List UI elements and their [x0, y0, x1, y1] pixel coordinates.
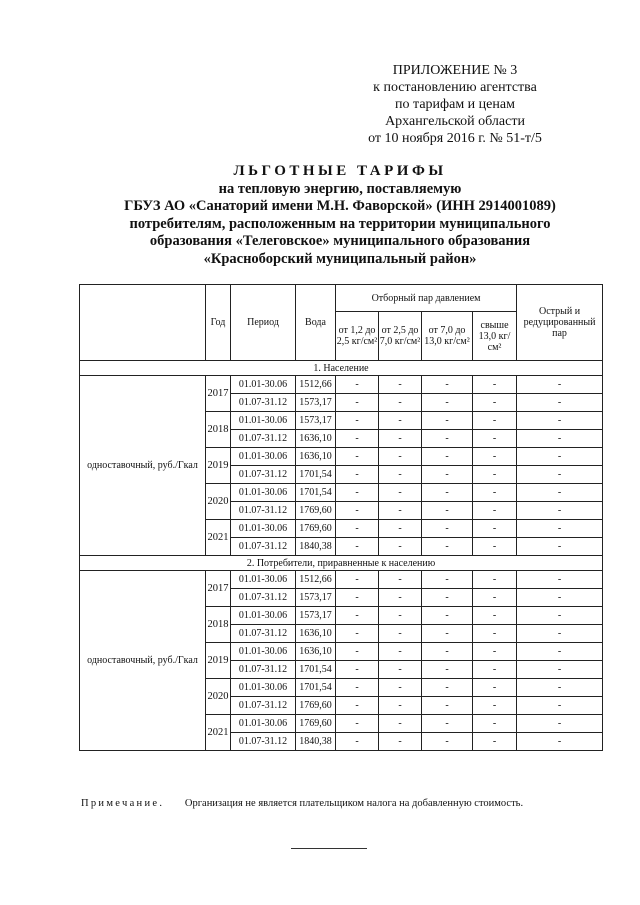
- water-tariff-cell: 1701,54: [296, 679, 336, 697]
- section-title: 2. Потребители, приравненные к населению: [80, 556, 603, 571]
- empty-tariff-cell: -: [379, 430, 422, 448]
- empty-tariff-cell: -: [379, 715, 422, 733]
- year-cell: 2019: [206, 448, 231, 484]
- empty-tariff-cell: -: [422, 679, 473, 697]
- appendix-block: [330, 62, 580, 147]
- period-cell: 01.07-31.12: [231, 733, 296, 751]
- period-cell: 01.01-30.06: [231, 607, 296, 625]
- empty-tariff-cell: -: [379, 643, 422, 661]
- period-cell: 01.01-30.06: [231, 376, 296, 394]
- period-cell: 01.01-30.06: [231, 484, 296, 502]
- period-cell: 01.07-31.12: [231, 502, 296, 520]
- empty-tariff-cell: -: [379, 589, 422, 607]
- empty-tariff-cell: -: [473, 538, 517, 556]
- heading-line: потребителям, расположенным на территории муниципального: [129, 215, 551, 232]
- empty-tariff-cell: -: [473, 484, 517, 502]
- water-tariff-cell: 1769,60: [296, 502, 336, 520]
- empty-tariff-cell: -: [336, 571, 379, 589]
- water-tariff-cell: 1512,66: [296, 571, 336, 589]
- water-tariff-cell: 1573,17: [296, 589, 336, 607]
- empty-tariff-cell: -: [473, 697, 517, 715]
- empty-tariff-cell: -: [336, 430, 379, 448]
- note-text: Организация не является плательщиком налога на добавленную стоимость.: [184, 798, 524, 809]
- empty-tariff-cell: -: [422, 733, 473, 751]
- water-tariff-cell: 1512,66: [296, 376, 336, 394]
- empty-tariff-cell: -: [379, 448, 422, 466]
- empty-tariff-cell: -: [517, 448, 603, 466]
- empty-tariff-cell: -: [517, 607, 603, 625]
- empty-tariff-cell: -: [336, 394, 379, 412]
- empty-tariff-cell: -: [473, 679, 517, 697]
- empty-tariff-cell: -: [336, 679, 379, 697]
- appendix-line: Архангельской области: [385, 114, 525, 129]
- empty-tariff-cell: -: [473, 589, 517, 607]
- empty-tariff-cell: -: [336, 376, 379, 394]
- year-cell: 2020: [206, 679, 231, 715]
- year-cell: 2017: [206, 376, 231, 412]
- note-label: Примечание.: [81, 798, 165, 809]
- empty-tariff-cell: -: [422, 520, 473, 538]
- consumer-label: одноставочный, руб./Гкал: [80, 571, 206, 751]
- empty-tariff-cell: -: [379, 412, 422, 430]
- empty-tariff-cell: -: [517, 679, 603, 697]
- header-steam-group: Отборный пар давлением: [336, 285, 517, 312]
- heading-line: образования «Телеговское» муниципального образования: [149, 233, 531, 249]
- appendix-line: по тарифам и ценам: [395, 97, 515, 112]
- year-cell: 2021: [206, 715, 231, 751]
- empty-tariff-cell: -: [336, 502, 379, 520]
- header-pressure-3: от 7,0 до 13,0 кг/см²: [422, 312, 473, 361]
- water-tariff-cell: 1701,54: [296, 661, 336, 679]
- section-row: [80, 556, 603, 571]
- header-year: Год: [206, 285, 231, 361]
- empty-tariff-cell: -: [422, 466, 473, 484]
- period-cell: 01.01-30.06: [231, 715, 296, 733]
- empty-tariff-cell: -: [473, 412, 517, 430]
- empty-tariff-cell: -: [517, 697, 603, 715]
- empty-tariff-cell: -: [517, 589, 603, 607]
- water-tariff-cell: 1701,54: [296, 466, 336, 484]
- period-cell: 01.07-31.12: [231, 430, 296, 448]
- empty-tariff-cell: -: [517, 394, 603, 412]
- document-heading: [60, 163, 620, 268]
- period-cell: 01.07-31.12: [231, 697, 296, 715]
- empty-tariff-cell: -: [517, 625, 603, 643]
- empty-tariff-cell: -: [379, 376, 422, 394]
- empty-tariff-cell: -: [379, 538, 422, 556]
- empty-tariff-cell: -: [422, 607, 473, 625]
- year-cell: 2017: [206, 571, 231, 607]
- empty-tariff-cell: -: [379, 625, 422, 643]
- heading-line: на тепловую энергию, поставляемую: [218, 180, 462, 197]
- empty-tariff-cell: -: [517, 715, 603, 733]
- period-cell: 01.07-31.12: [231, 661, 296, 679]
- appendix-date: от 10 ноября 2016 г. № 51-т/5: [368, 131, 542, 146]
- empty-tariff-cell: -: [473, 733, 517, 751]
- water-tariff-cell: 1636,10: [296, 430, 336, 448]
- empty-tariff-cell: -: [336, 448, 379, 466]
- empty-tariff-cell: -: [517, 520, 603, 538]
- year-cell: 2018: [206, 412, 231, 448]
- empty-tariff-cell: -: [422, 448, 473, 466]
- year-cell: 2020: [206, 484, 231, 520]
- header-pressure-2: от 2,5 до 7,0 кг/см²: [379, 312, 422, 361]
- appendix-number: ПРИЛОЖЕНИЕ № 3: [392, 63, 518, 78]
- empty-tariff-cell: -: [473, 661, 517, 679]
- heading-line: «Красноборский муниципальный район»: [203, 250, 477, 267]
- period-cell: 01.07-31.12: [231, 589, 296, 607]
- empty-tariff-cell: -: [473, 607, 517, 625]
- period-cell: 01.01-30.06: [231, 448, 296, 466]
- empty-tariff-cell: -: [336, 412, 379, 430]
- water-tariff-cell: 1636,10: [296, 643, 336, 661]
- empty-tariff-cell: -: [336, 733, 379, 751]
- table-row: [80, 571, 603, 589]
- divider-line: [291, 848, 367, 849]
- period-cell: 01.07-31.12: [231, 625, 296, 643]
- header-period: Период: [231, 285, 296, 361]
- empty-tariff-cell: -: [379, 733, 422, 751]
- empty-tariff-cell: -: [517, 412, 603, 430]
- header-pressure-1: от 1,2 до 2,5 кг/см²: [336, 312, 379, 361]
- empty-tariff-cell: -: [379, 502, 422, 520]
- empty-tariff-cell: -: [379, 697, 422, 715]
- empty-tariff-cell: -: [336, 520, 379, 538]
- header-water: Вода: [296, 285, 336, 361]
- water-tariff-cell: 1636,10: [296, 625, 336, 643]
- water-tariff-cell: 1769,60: [296, 697, 336, 715]
- section-title: 1. Население: [80, 361, 603, 376]
- period-cell: 01.07-31.12: [231, 538, 296, 556]
- empty-tariff-cell: -: [517, 430, 603, 448]
- water-tariff-cell: 1840,38: [296, 538, 336, 556]
- empty-tariff-cell: -: [379, 571, 422, 589]
- empty-tariff-cell: -: [473, 466, 517, 484]
- empty-tariff-cell: -: [379, 394, 422, 412]
- empty-tariff-cell: -: [422, 589, 473, 607]
- empty-tariff-cell: -: [517, 661, 603, 679]
- tariff-table: [79, 284, 603, 751]
- period-cell: 01.01-30.06: [231, 412, 296, 430]
- empty-tariff-cell: -: [517, 376, 603, 394]
- empty-tariff-cell: -: [422, 643, 473, 661]
- heading-line: ГБУЗ АО «Санаторий имени М.Н. Фаворской» (ИНН 2914001089): [124, 198, 556, 214]
- period-cell: 01.07-31.12: [231, 394, 296, 412]
- empty-tariff-cell: -: [517, 733, 603, 751]
- water-tariff-cell: 1769,60: [296, 715, 336, 733]
- water-tariff-cell: 1636,10: [296, 448, 336, 466]
- empty-tariff-cell: -: [379, 484, 422, 502]
- empty-tariff-cell: -: [517, 571, 603, 589]
- empty-tariff-cell: -: [336, 643, 379, 661]
- water-tariff-cell: 1769,60: [296, 520, 336, 538]
- empty-tariff-cell: -: [473, 376, 517, 394]
- header-sharp-steam: Острый и редуцированный пар: [517, 285, 603, 361]
- empty-tariff-cell: -: [336, 697, 379, 715]
- year-cell: 2019: [206, 643, 231, 679]
- period-cell: 01.01-30.06: [231, 643, 296, 661]
- empty-tariff-cell: -: [336, 589, 379, 607]
- year-cell: 2018: [206, 607, 231, 643]
- empty-tariff-cell: -: [422, 502, 473, 520]
- header-pressure-4: свыше 13,0 кг/см²: [473, 312, 517, 361]
- section-row: [80, 361, 603, 376]
- year-cell: 2021: [206, 520, 231, 556]
- water-tariff-cell: 1701,54: [296, 484, 336, 502]
- empty-tariff-cell: -: [379, 607, 422, 625]
- empty-tariff-cell: -: [336, 661, 379, 679]
- period-cell: 01.01-30.06: [231, 571, 296, 589]
- empty-tariff-cell: -: [379, 520, 422, 538]
- document-title: ЛЬГОТНЫЕ ТАРИФЫ: [233, 163, 447, 179]
- empty-tariff-cell: -: [422, 430, 473, 448]
- water-tariff-cell: 1573,17: [296, 412, 336, 430]
- empty-tariff-cell: -: [422, 697, 473, 715]
- empty-tariff-cell: -: [517, 484, 603, 502]
- empty-tariff-cell: -: [379, 661, 422, 679]
- table-row: [80, 376, 603, 394]
- empty-tariff-cell: -: [473, 715, 517, 733]
- empty-tariff-cell: -: [379, 679, 422, 697]
- empty-tariff-cell: -: [517, 502, 603, 520]
- water-tariff-cell: 1573,17: [296, 607, 336, 625]
- empty-tariff-cell: -: [422, 715, 473, 733]
- empty-tariff-cell: -: [473, 394, 517, 412]
- empty-tariff-cell: -: [422, 625, 473, 643]
- consumer-label: одноставочный, руб./Гкал: [80, 376, 206, 556]
- period-cell: 01.01-30.06: [231, 520, 296, 538]
- period-cell: 01.01-30.06: [231, 679, 296, 697]
- empty-tariff-cell: -: [422, 412, 473, 430]
- empty-tariff-cell: -: [517, 643, 603, 661]
- empty-tariff-cell: -: [422, 538, 473, 556]
- water-tariff-cell: 1840,38: [296, 733, 336, 751]
- empty-tariff-cell: -: [336, 538, 379, 556]
- empty-tariff-cell: -: [336, 715, 379, 733]
- empty-tariff-cell: -: [473, 643, 517, 661]
- empty-tariff-cell: -: [422, 394, 473, 412]
- water-tariff-cell: 1573,17: [296, 394, 336, 412]
- empty-tariff-cell: -: [473, 430, 517, 448]
- empty-tariff-cell: -: [517, 538, 603, 556]
- empty-tariff-cell: -: [422, 571, 473, 589]
- header-blank: [80, 285, 206, 361]
- empty-tariff-cell: -: [336, 484, 379, 502]
- empty-tariff-cell: -: [336, 466, 379, 484]
- empty-tariff-cell: -: [336, 625, 379, 643]
- empty-tariff-cell: -: [473, 625, 517, 643]
- empty-tariff-cell: -: [422, 376, 473, 394]
- appendix-line: к постановлению агентства: [373, 80, 537, 95]
- empty-tariff-cell: -: [422, 484, 473, 502]
- empty-tariff-cell: -: [473, 448, 517, 466]
- empty-tariff-cell: -: [336, 607, 379, 625]
- empty-tariff-cell: -: [379, 466, 422, 484]
- empty-tariff-cell: -: [517, 466, 603, 484]
- empty-tariff-cell: -: [473, 502, 517, 520]
- note: [81, 798, 621, 809]
- empty-tariff-cell: -: [422, 661, 473, 679]
- empty-tariff-cell: -: [473, 520, 517, 538]
- period-cell: 01.07-31.12: [231, 466, 296, 484]
- empty-tariff-cell: -: [473, 571, 517, 589]
